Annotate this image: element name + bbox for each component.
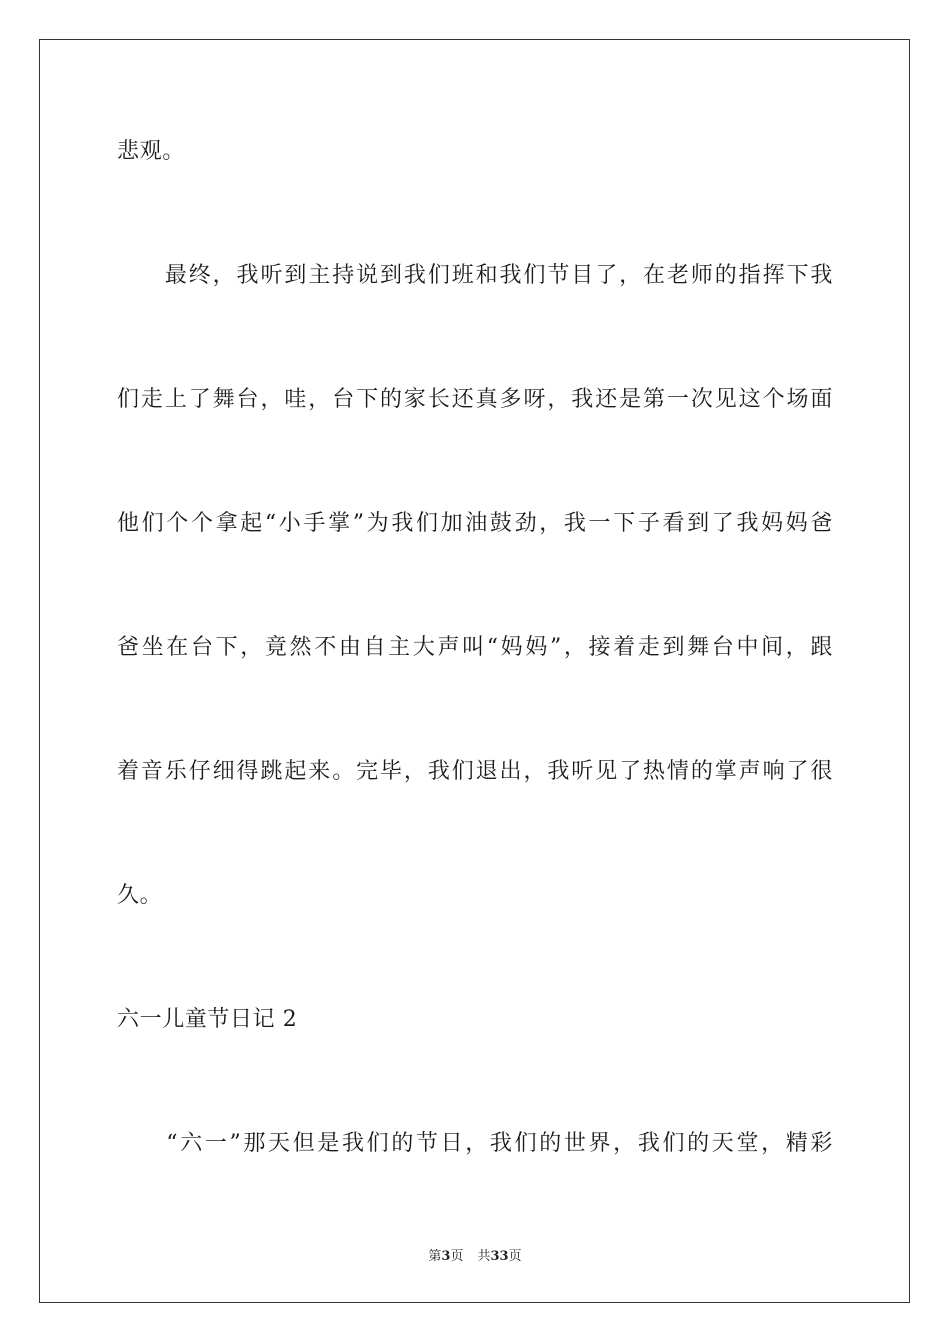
- page-prefix: 第: [428, 1249, 442, 1264]
- text-line: 爸坐在台下，竟然不由自主大声叫“妈妈”，接着走到舞台中间，跟: [117, 635, 833, 660]
- page-border: [39, 39, 910, 1303]
- text-line: “六一”那天但是我们的节日，我们的世界，我们的天堂，精彩: [117, 1131, 833, 1156]
- text-line: 久。: [117, 883, 163, 908]
- text-line: 悲观。: [117, 139, 185, 164]
- page-suffix: 页: [450, 1249, 464, 1264]
- page-footer: [0, 1248, 950, 1266]
- section-heading: 六一儿童节日记 2: [117, 1007, 298, 1032]
- text-line: 他们个个拿起“小手掌”为我们加油鼓劲，我一下子看到了我妈妈爸: [117, 511, 833, 536]
- text-line: 最终，我听到主持说到我们班和我们节目了，在老师的指挥下我: [117, 263, 833, 288]
- total-suffix: 页: [508, 1249, 522, 1264]
- total-prefix: 共: [477, 1249, 491, 1264]
- total-pages: 33: [490, 1249, 509, 1264]
- page-number: 3: [441, 1249, 451, 1264]
- text-line: 着音乐仔细得跳起来。完毕，我们退出，我听见了热情的掌声响了很: [117, 759, 833, 784]
- text-line: 们走上了舞台，哇，台下的家长还真多呀，我还是第一次见这个场面: [117, 387, 833, 412]
